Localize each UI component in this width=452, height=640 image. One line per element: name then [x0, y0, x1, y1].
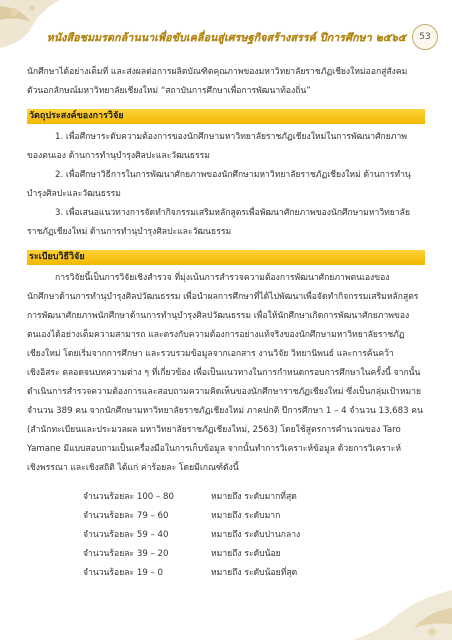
methodology-line: Yamane มีแบบสอบถามเป็นเครื่องมือในการเก็บข้อมูล จากนั้นทำการวิเคราะห์ข้อมูล ด้วยการวิเคราะห์ [27, 444, 402, 454]
objective-item: 2. เพื่อศึกษาวิธีการในการพัฒนาศักยภาพของนักศึกษามหาวิทยาลัยราชภัฏเชียงใหม่ ด้านการทำนุ [55, 170, 411, 180]
criteria-row [83, 526, 300, 545]
methodology-line: ดำเนินการสำรวจความต้องการและสอบถามความคิดเห็นของนักศึกษาราชภัฏเชียงใหม่ ซึ่งเป็นกลุ่มเป้าหมาย [27, 387, 422, 397]
intro-line: ตัวนอกลักษณ์มหาวิทยาลัยเชียงใหม่ “สถาบันการศึกษาเพื่อการพัฒนาท้องถิ่น” [27, 86, 311, 96]
section-heading-methodology: ระเบียบวิธีวิจัย [27, 250, 425, 265]
main-content [27, 63, 425, 583]
objective-item-cont: ของตนเอง ด้านการทำนุบำรุงศิลปะและวัฒนธรรม [27, 151, 210, 161]
criteria-range: จำนวนร้อยละ 79 – 60 [83, 511, 169, 521]
criteria-meaning: หมายถึง ระดับมากที่สุด [211, 492, 297, 502]
section-heading-objectives: วัตถุประสงค์ของการวิจัย [27, 109, 425, 124]
criteria-range: จำนวนร้อยละ 59 – 40 [83, 530, 169, 540]
criteria-meaning: หมายถึง ระดับน้อย [211, 549, 281, 559]
page-number: 53 [412, 24, 438, 50]
objective-item-cont: ราชภัฏเชียงใหม่ ด้านการทำนุบำรุงศิลปะและวัฒนธรรม [27, 227, 232, 237]
criteria-row [83, 564, 300, 583]
methodology-line: เชียงใหม่ โดยเริ่มจากการศึกษา และรวบรวมข้อมูลจากเอกสาร งานวิจัย วิทยานิพนธ์ และการค้นคว้า [27, 349, 394, 359]
objective-item: 3. เพื่อเสนอแนวทางการจัดทำกิจกรรมเสริมหลักสูตรเพื่อพัฒนาศักยภาพของนักศึกษามหาวิทยาลัย [55, 208, 410, 218]
methodology-line: นักศึกษาด้านการทำนุบำรุงศิลปวัฒนธรรม เพื่อนำผลการศึกษาที่ได้ไปพัฒนาเพื่อจัดทำกิจกรรมเสริมหลักสูตร [27, 292, 419, 302]
objective-item-cont: บำรุงศิลปะและวัฒนธรรม [27, 189, 121, 199]
criteria-row [83, 507, 300, 526]
criteria-row [83, 488, 300, 507]
criteria-meaning: หมายถึง ระดับน้อยที่สุด [211, 568, 298, 578]
methodology-line: การพัฒนาศักยภาพนักศึกษาด้านการทำนุบำรุงศิลปวัฒนธรรม เพื่อให้นักศึกษาเกิดการพัฒนาศักยภาพของ [27, 311, 410, 321]
criteria-range: จำนวนร้อยละ 100 – 80 [83, 492, 174, 502]
methodology-line: เชิงอิสระ ตลอดจนบทความต่าง ๆ ที่เกี่ยวข้อง เพื่อเป็นแนวทางในการกำหนดกรอบการศึกษาในครั้งนี้ จากนั้น [27, 368, 421, 378]
methodology-line: ตนเองได้อย่างเต็มความสามารถ และตรงกับความต้องการอย่างแท้จริงของนักศึกษามหาวิทยาลัยราชภัฏ [27, 330, 405, 340]
objective-item: 1. เพื่อศึกษาระดับความต้องการของนักศึกษามหาวิทยาลัยราชภัฏเชียงใหม่ในการพัฒนาศักยภาพ [55, 132, 407, 142]
criteria-range: จำนวนร้อยละ 19 – 0 [83, 568, 164, 578]
methodology-line: การวิจัยนี้เป็นการวิจัยเชิงสำรวจ ที่มุ่งเน้นการสำรวจความต้องการพัฒนาศักยภาพตนเองของ [55, 273, 390, 283]
methodology-line: (สำนักทะเบียนและประมวลผล มหาวิทยาลัยราชภัฏเชียงใหม่, 2563) โดยใช้สูตรการคำนวณของ Taro [27, 425, 401, 435]
intro-line: นักศึกษาได้อย่างเต็มที่ และส่งผลต่อการผลิตบัณฑิตคุณภาพของมหาวิทยาลัยราชภัฏเชียงใหม่ออกสู่สังคม [27, 67, 408, 77]
criteria-row [83, 545, 300, 564]
criteria-meaning: หมายถึง ระดับมาก [211, 511, 281, 521]
header-title: หนังสือชมมรดกล้านนาเพื่อขับเคลื่อนสู่เศรษฐกิจสร้างสรรค์ ปีการศึกษา ๒๕๖๕ [46, 32, 406, 44]
criteria-table [83, 488, 300, 583]
methodology-line: เชิงพรรณา และเชิงสถิติ ได้แก่ ค่าร้อยละ โดยมีเกณฑ์ดังนี้ [27, 463, 239, 473]
criteria-range: จำนวนร้อยละ 39 – 20 [83, 549, 169, 559]
thai-ornament-decoration [322, 580, 452, 640]
criteria-meaning: หมายถึง ระดับปานกลาง [211, 530, 301, 540]
methodology-line: จำนวน 389 คน จากนักศึกษามหาวิทยาลัยราชภัฏเชียงใหม่ ภาคปกติ ปีการศึกษา 1 – 4 จำนวน 13,683 คน [27, 406, 423, 416]
